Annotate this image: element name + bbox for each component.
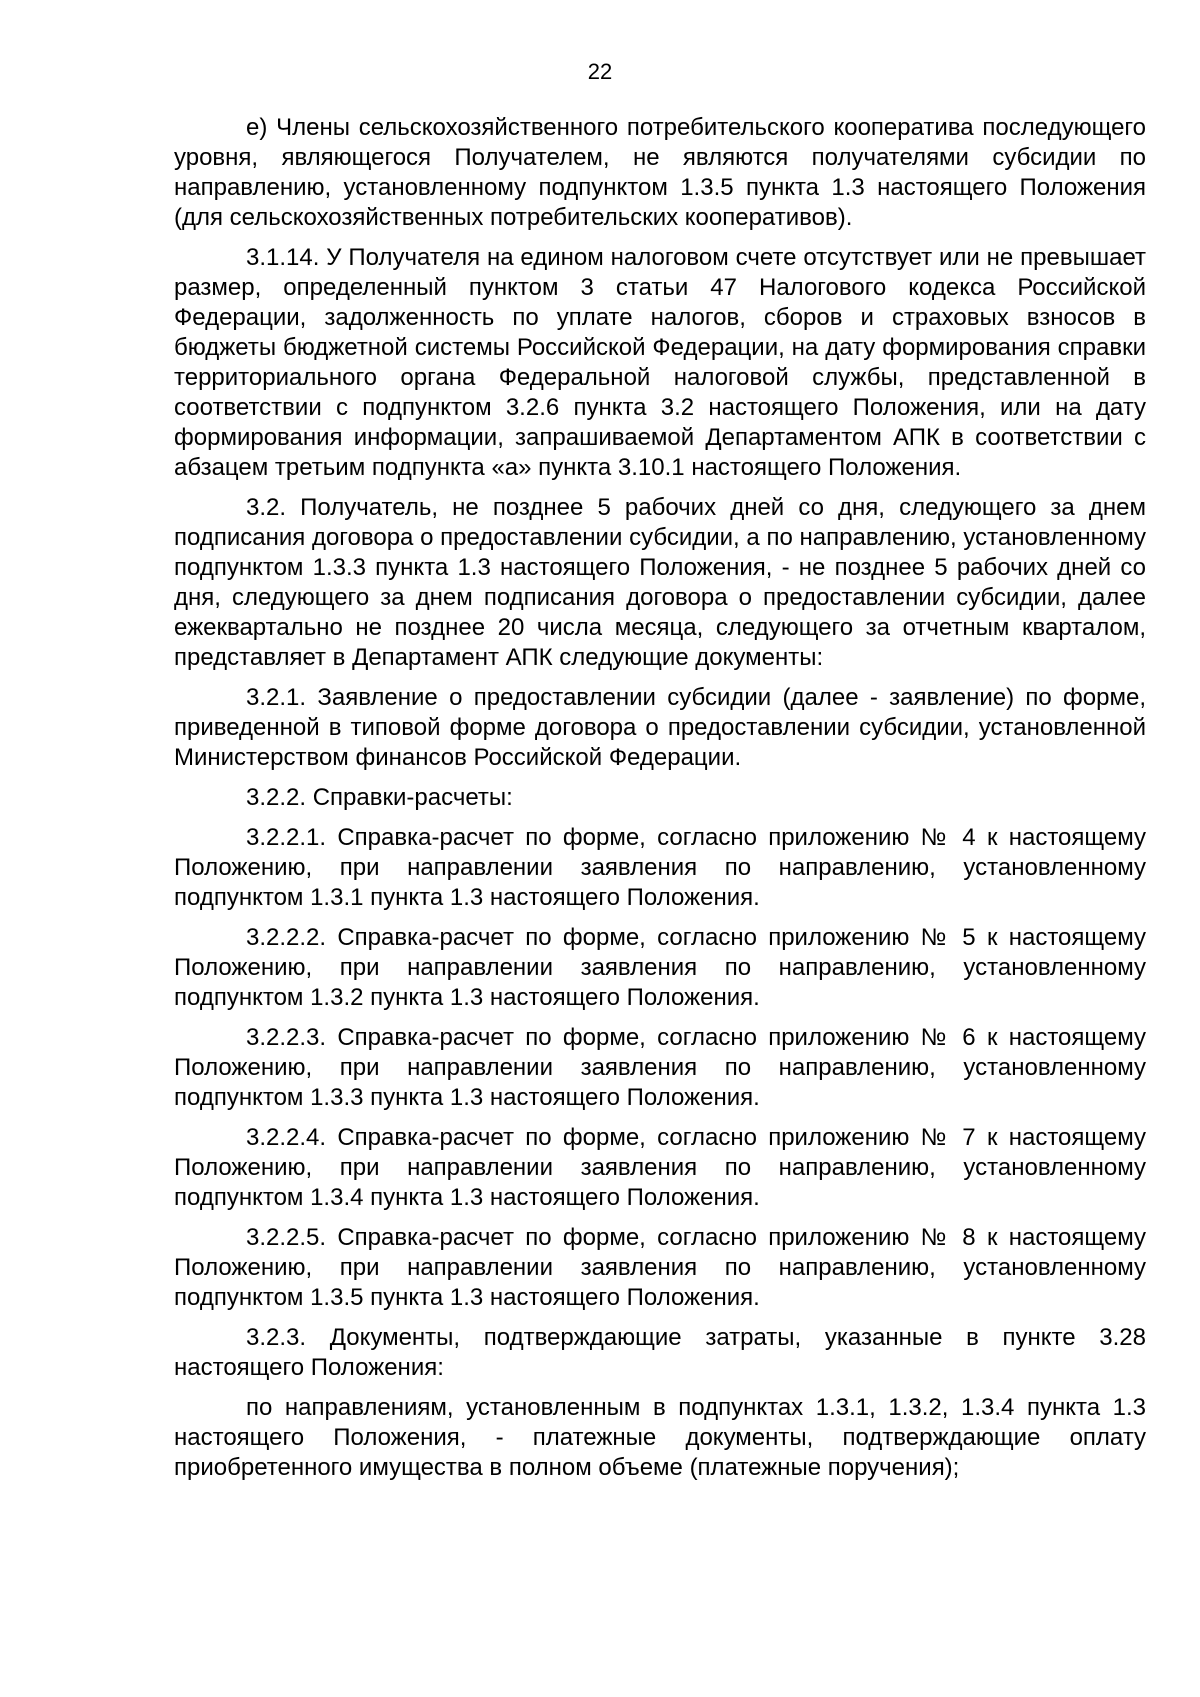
paragraph-3-2-2-3: 3.2.2.3. Справка-расчет по форме, согласно приложению № 6 к настоящему Положению, при направлении заявления по направлению, установленному подпунктом 1.3.3 пункта 1.3 настоящего Положения. <box>174 1024 1146 1111</box>
paragraph-3-2-3: 3.2.3. Документы, подтверждающие затраты, указанные в пункте 3.28 настоящего Положения: <box>174 1324 1146 1381</box>
paragraph-3-2-2-1: 3.2.2.1. Справка-расчет по форме, согласно приложению № 4 к настоящему Положению, при направлении заявления по направлению, установленному подпунктом 1.3.1 пункта 1.3 настоящего Положения. <box>174 824 1146 911</box>
paragraph-payment-documents: по направлениям, установленным в подпунктах 1.3.1, 1.3.2, 1.3.4 пункта 1.3 настоящего Положения, - платежные документы, подтверждающие оплату приобретенного имущества в полном объеме (платежные поручения); <box>174 1394 1146 1481</box>
page-number: 22 <box>587 59 613 84</box>
paragraph-3-1-14: 3.1.14. У Получателя на едином налоговом счете отсутствует или не превышает размер, определенный пунктом 3 статьи 47 Налогового кодекса Российской Федерации, задолженность по уплате налогов, сборов и страховых взносов в бюджеты бюджетной системы Российской Федерации, на дату формирования справки территориального органа Федеральной налоговой службы, представленной в соответствии с подпунктом 3.2.6 пункта 3.2 настоящего Положения, или на дату формирования информации, запрашиваемой Департаментом АПК в соответствии с абзацем третьим подпункта «а» пункта 3.10.1 настоящего Положения. <box>174 244 1146 481</box>
paragraph-3-2-2: 3.2.2. Справки-расчеты: <box>246 784 513 811</box>
paragraph-3-2-2-2: 3.2.2.2. Справка-расчет по форме, согласно приложению № 5 к настоящему Положению, при направлении заявления по направлению, установленному подпунктом 1.3.2 пункта 1.3 настоящего Положения. <box>174 924 1146 1011</box>
paragraph-3-2-2-5: 3.2.2.5. Справка-расчет по форме, согласно приложению № 8 к настоящему Положению, при направлении заявления по направлению, установленному подпунктом 1.3.5 пункта 1.3 настоящего Положения. <box>174 1224 1146 1311</box>
document-body <box>174 113 1146 1493</box>
paragraph-3-2-2-4: 3.2.2.4. Справка-расчет по форме, согласно приложению № 7 к настоящему Положению, при направлении заявления по направлению, установленному подпунктом 1.3.4 пункта 1.3 настоящего Положения. <box>174 1124 1146 1211</box>
paragraph-e-cooperative-members: е) Члены сельскохозяйственного потребительского кооператива последующего уровня, являющегося Получателем, не являются получателями субсидии по направлению, установленному подпунктом 1.3.5 пункта 1.3 настоящего Положения (для сельскохозяйственных потребительских кооперативов). <box>174 114 1146 231</box>
paragraph-3-2-1: 3.2.1. Заявление о предоставлении субсидии (далее - заявление) по форме, приведенной в типовой форме договора о предоставлении субсидии, установленной Министерством финансов Российской Федерации. <box>174 684 1146 771</box>
paragraph-3-2: 3.2. Получатель, не позднее 5 рабочих дней со дня, следующего за днем подписания договора о предоставлении субсидии, а по направлению, установленному подпунктом 1.3.3 пункта 1.3 настоящего Положения, - не позднее 5 рабочих дней со дня, следующего за днем подписания договора о предоставлении субсидии, далее ежеквартально не позднее 20 числа месяца, следующего за отчетным кварталом, представляет в Департамент АПК следующие документы: <box>174 494 1146 671</box>
